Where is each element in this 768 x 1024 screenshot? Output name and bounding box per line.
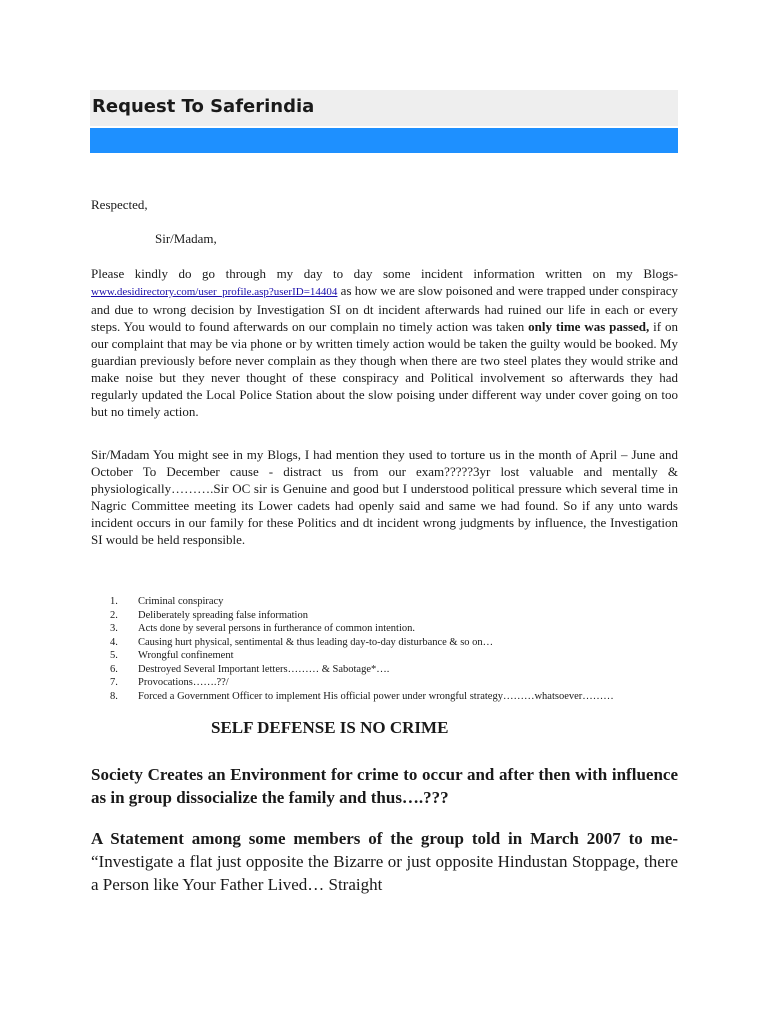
list-item — [110, 636, 690, 650]
para1-after-link: as how we are slow poisoned and were trapped under conspiracy and due to wrong decision by Investigation SI on dt incident afterwards had ruined our life in each or every steps. You would to found afterwards on our complain no timely action was taken — [91, 283, 678, 334]
paragraph-torture: Sir/Madam You might see in my Blogs, I had mention they used to torture us in the month of April – June and October To December cause - distract us from our exam?????3yr lost valuable and mentally & physiologically……….Sir OC sir is Genuine and good but I understood political pressure which several time in Nagric Committee meeting its Lower cadets had openly said and same we had found. So if any unto wards incident occurs in our family for these Politics and dt incident wrong judgments by influence, the Investigation SI would be held responsible. — [91, 447, 678, 547]
statement-bold: A Statement among some members of the group told in March 2007 to me- — [91, 829, 678, 848]
para1-intro: Please kindly do go through my day to day some incident information written on my Blogs- — [91, 266, 678, 281]
list-item-text: Causing hurt physical, sentimental & thus leading day-to-day disturbance & so on… — [138, 636, 494, 648]
list-item — [110, 676, 690, 690]
list-item-text: Destroyed Several Important letters……… & Sabotage*…. — [138, 663, 390, 675]
document-title: Request To Saferindia — [92, 96, 315, 117]
self-defense-heading: SELF DEFENSE IS NO CRIME — [211, 718, 449, 737]
list-item-text: Provocations…….??/ — [138, 677, 229, 688]
paragraph-blogs — [91, 265, 678, 420]
list-item-number: 2. — [110, 609, 118, 621]
list-item-text: Wrongful confinement — [138, 650, 234, 661]
blue-divider-bar — [90, 128, 678, 153]
list-item — [110, 622, 690, 636]
list-item-text: Deliberately spreading false information — [138, 609, 308, 621]
statement-rest: “Investigate a flat just opposite the Bizarre or just opposite Hindustan Stoppage, there a Person like Your Father Lived… Straight — [91, 852, 678, 894]
list-item-text: Forced a Government Officer to implement His official power under wrongful strategy………whatsoever……… — [138, 690, 614, 702]
offence-list — [110, 595, 690, 703]
list-item-text: Acts done by several persons in furtherance of common intention. — [138, 623, 416, 634]
statement-paragraph — [91, 827, 678, 896]
list-item — [110, 595, 690, 609]
list-item-number: 7. — [110, 677, 118, 688]
blog-link[interactable]: www.desidirectory.com/user_profile.asp?userID=14404 — [91, 286, 338, 298]
title-banner — [90, 90, 678, 126]
para1-rest: if on our complaint that may be via phone or by written timely action would be taken the guilty would be booked. My guardian previously before never complain as they though when there are two steel plates they would strike and make noise but they never thought of these conspiracy and Political involvement so afterwards they had regularly updated the Local Police Station about the slow poising under different way under cover going on too but no timely action. — [91, 319, 678, 419]
list-item-number: 5. — [110, 650, 118, 661]
list-item-number: 3. — [110, 623, 118, 634]
salutation: Sir/Madam, — [155, 231, 217, 246]
list-item — [110, 663, 690, 677]
society-paragraph: Society Creates an Environment for crime to occur and after then with influence as in group dissocialize the family and thus….??? — [91, 765, 678, 807]
list-item-number: 6. — [110, 663, 118, 675]
greeting: Respected, — [91, 197, 148, 212]
list-item-number: 1. — [110, 596, 118, 607]
list-item — [110, 649, 690, 663]
list-item-text: Criminal conspiracy — [138, 596, 224, 607]
list-item-number: 8. — [110, 690, 118, 702]
list-item — [110, 690, 690, 704]
list-item — [110, 609, 690, 623]
para1-bold: only time was passed, — [528, 319, 650, 334]
list-item-number: 4. — [110, 636, 118, 648]
